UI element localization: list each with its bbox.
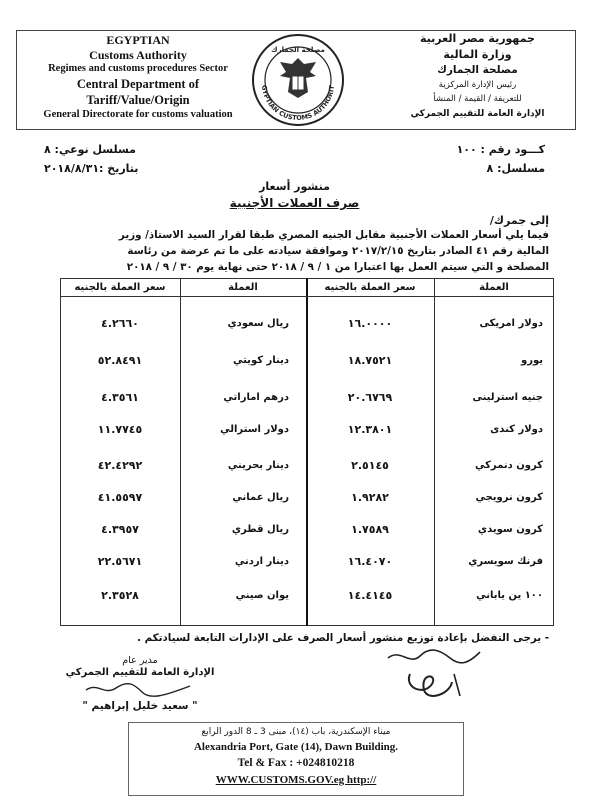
currency-name: يوان صيني xyxy=(235,590,289,601)
body-paragraph-line: فيما يلي أسعار العملات الأجنبية مقابل الجنيه المصري طبقا لقرار السيد الاستاذ/ وزير xyxy=(118,229,549,241)
circular-title: منشور أسعار xyxy=(259,180,330,193)
letterhead-en-line: General Directorate for customs valuation xyxy=(43,109,233,120)
footer-telfax: Tel & Fax : +024810218 xyxy=(237,757,355,769)
col-header-currency: العملة xyxy=(228,282,258,293)
svg-text:EGYPTIAN CUSTOMS AUTHORITY: GYPTIAN CUSTOMS AUTHORIT xyxy=(259,84,337,123)
document-date: بتاريخ :٢٠١٨/٨/٣١ xyxy=(44,162,139,175)
table-header-divider xyxy=(60,296,554,297)
col-header-rate: سعر العملة بالجنيه xyxy=(324,282,416,293)
letterhead-ar-line: مصلحة الجمارك xyxy=(437,64,518,76)
currency-rate: ٤.٣٥٦١ xyxy=(101,391,139,404)
currency-rate: ٤١.٥٥٩٧ xyxy=(97,491,143,504)
currency-name: يورو xyxy=(521,355,543,366)
circular-subtitle: صرف العملات الأجنبية xyxy=(229,196,360,210)
signatory-name: " سعيد خليل إبراهيم " xyxy=(82,700,198,712)
currency-name: درهم اماراتي xyxy=(223,392,289,403)
signatory-signature xyxy=(80,680,200,700)
salutation: إلى جمرك/ xyxy=(489,214,549,227)
currency-rate: ١٦.٤٠٧٠ xyxy=(347,555,393,568)
handwritten-signature xyxy=(380,644,490,704)
currency-rate: ٤.٣٩٥٧ xyxy=(101,523,139,536)
currency-name: كرون نرويجي xyxy=(475,492,543,503)
signatory-department: الإدارة العامة للتقييم الجمركي xyxy=(65,667,215,678)
currency-name: ريال قطري xyxy=(231,524,289,535)
col-header-currency: العملة xyxy=(479,282,509,293)
letterhead-ar-line: جمهورية مصر العربية xyxy=(420,32,535,45)
letterhead-ar-line: رئيس الإدارة المركزية xyxy=(438,80,517,90)
letterhead-ar-line: للتعريفة / القيمة / المنشأ xyxy=(433,94,522,104)
typed-serial-number: مسلسل نوعي: ٨ xyxy=(44,143,136,156)
currency-rate: ٢.٣٥٢٨ xyxy=(101,589,139,602)
code-number: كـــود رقم : ١٠٠ xyxy=(456,143,545,156)
currency-name: كرون سويدي xyxy=(477,524,543,535)
table-divider xyxy=(306,278,308,626)
currency-rate: ١٦.٠٠٠٠ xyxy=(347,317,393,330)
currency-rate: ٥٢.٨٤٩١ xyxy=(97,354,143,367)
currency-rate: ٤.٢٦٦٠ xyxy=(101,317,139,330)
currency-rate: ١١.٧٧٤٥ xyxy=(97,423,143,436)
body-paragraph-line: المصلحة و التي سيتم العمل بها اعتبارا من ١ / ٩ / ٢٠١٨ حتى نهاية يوم ٣٠ / ٩ / ٢٠١٨ xyxy=(126,261,549,273)
currency-name: ١٠٠ ين ياباني xyxy=(476,590,543,601)
footer-address-ar: ميناء الإسكندرية، باب (١٤)، مبنى 3 ـ 8 الدور الرابع xyxy=(201,727,391,737)
letterhead-ar-line: الإدارة العامة للتقييم الجمركي xyxy=(410,109,545,119)
currency-name: ريال عماني xyxy=(232,492,289,503)
letterhead-en-line: Customs Authority xyxy=(89,48,187,62)
currency-name: كرون دنمركي xyxy=(474,460,543,471)
letterhead-en-line: Tariff/Value/Origin xyxy=(86,93,190,107)
signatory-title: مدير عام xyxy=(122,655,158,666)
letterhead-en-line: EGYPTIAN xyxy=(106,33,170,47)
col-header-rate: سعر العملة بالجنيه xyxy=(74,282,166,293)
letterhead-ar-line: وزارة المالية xyxy=(443,48,512,61)
letterhead-en-line: Regimes and customs procedures Sector xyxy=(48,63,228,74)
customs-seal-logo xyxy=(250,32,346,128)
currency-name: دولار كندى xyxy=(490,424,543,435)
letterhead-en-line: Central Department of xyxy=(76,77,200,91)
footer-website-link[interactable]: WWW.CUSTOMS.GOV.eg http:// xyxy=(215,774,377,786)
svg-text:مصلحة الجمارك: مصلحة الجمارك xyxy=(271,46,325,54)
currency-rate: ٢.٥١٤٥ xyxy=(351,459,389,472)
currency-name: دينار اردني xyxy=(234,556,289,567)
currency-rate: ١.٩٢٨٢ xyxy=(351,491,389,504)
currency-name: دولار استرالي xyxy=(220,424,289,435)
currency-name: دينار كويتي xyxy=(232,355,289,366)
currency-rate: ١٢.٣٨٠١ xyxy=(347,423,393,436)
currency-name: دولار امريكى xyxy=(479,318,543,329)
currency-name: جنيه استرلينى xyxy=(472,392,543,403)
currency-rate: ١٨.٧٥٢١ xyxy=(347,354,393,367)
currency-rate: ٤٢.٤٢٩٢ xyxy=(97,459,143,472)
table-divider xyxy=(434,278,435,626)
currency-name: دينار بحريني xyxy=(227,460,289,471)
currency-rate: ٢٠.٦٧٦٩ xyxy=(347,391,393,404)
currency-rate: ١.٧٥٨٩ xyxy=(351,523,389,536)
currency-rate: ٢٢.٥٦٧١ xyxy=(97,555,143,568)
body-paragraph-line: المالية رقم ٤١ الصادر بتاريخ ٢٠١٧/٢/١٥ وموافقة سيادته على ما تم عرضة من رئاسة xyxy=(127,245,549,257)
currency-name: ريال سعودي xyxy=(227,318,289,329)
distribution-note: - يرجى التفضل بإعادة توزيع منشور أسعار الصرف على الإدارات التابعة لسيادتكم . xyxy=(137,632,549,644)
currency-name: فرنك سويسري xyxy=(468,556,543,567)
table-divider xyxy=(180,278,181,626)
currency-rate: ١٤.٤١٤٥ xyxy=(347,589,393,602)
footer-address-en: Alexandria Port, Gate (14), Dawn Building. xyxy=(193,741,399,753)
serial-number: مسلسل: ٨ xyxy=(486,162,545,175)
